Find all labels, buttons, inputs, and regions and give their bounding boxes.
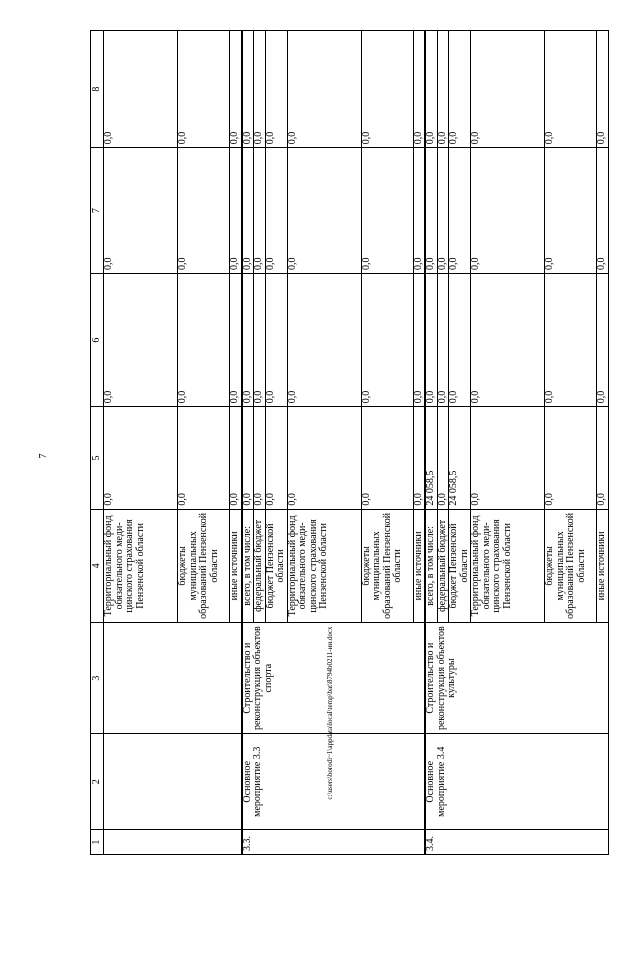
source-cell: федеральный бюджет [437,509,449,622]
value-col6: 0,0 [254,274,266,407]
measure-number-cell [104,830,242,855]
value-col6: 0,0 [361,274,413,407]
column-number: 8 [91,31,104,148]
source-cell: бюджеты муниципальных образований Пензенской области [545,509,597,622]
value-col7: 0,0 [449,148,471,274]
value-col8: 0,0 [361,31,413,148]
value-col7: 0,0 [104,148,178,274]
measure-name-cell: Основное мероприятие 3.3 [242,734,426,830]
file-path-footer: c:\users\borodi~1\appdata\local\temp\bat\8794b0211-ии.docx [326,626,334,800]
value-col5: 0,0 [545,407,597,509]
value-col7: 0,0 [471,148,545,274]
value-col5: 0,0 [230,407,242,509]
value-col8: 0,0 [413,31,425,148]
value-col8: 0,0 [545,31,597,148]
column-number: 2 [91,734,104,830]
measure-description-cell: Строительство и реконструкция объектов культуры [425,623,608,734]
value-col6: 0,0 [425,274,437,407]
value-col6: 0,0 [545,274,597,407]
value-col7: 0,0 [425,148,437,274]
value-col8: 0,0 [287,31,361,148]
value-col6: 0,0 [287,274,361,407]
value-col8: 0,0 [597,31,609,148]
value-col5: 0,0 [254,407,266,509]
source-cell: иные источники [230,509,242,622]
value-col8: 0,0 [178,31,230,148]
value-col8: 0,0 [242,31,254,148]
column-number: 7 [91,148,104,274]
value-col6: 0,0 [230,274,242,407]
value-col5: 0,0 [413,407,425,509]
source-cell: бюджеты муниципальных образований Пензенской области [178,509,230,622]
value-col5: 0,0 [287,407,361,509]
column-numbers-row [91,31,104,855]
value-col5: 24 058,5 [425,407,437,509]
source-cell: иные источники [413,509,425,622]
value-col6: 0,0 [437,274,449,407]
source-cell: всего, в том числе: [242,509,254,622]
column-number: 1 [91,830,104,855]
value-col7: 0,0 [178,148,230,274]
value-col5: 0,0 [178,407,230,509]
value-col6: 0,0 [178,274,230,407]
value-col5: 0,0 [437,407,449,509]
value-col5: 0,0 [265,407,287,509]
table-container [90,30,607,855]
rotated-sheet [90,30,607,855]
value-col5: 24 058,5 [449,407,471,509]
column-number: 4 [91,509,104,622]
value-col8: 0,0 [471,31,545,148]
value-col8: 0,0 [265,31,287,148]
value-col8: 0,0 [254,31,266,148]
measure-number-cell: 3.3. [242,830,426,855]
page-number: 7 [38,453,49,459]
value-col7: 0,0 [254,148,266,274]
table-row [242,31,254,855]
value-col6: 0,0 [449,274,471,407]
source-cell: федеральный бюджет [254,509,266,622]
value-col6: 0,0 [597,274,609,407]
value-col5: 0,0 [597,407,609,509]
value-col7: 0,0 [265,148,287,274]
value-col7: 0,0 [545,148,597,274]
value-col7: 0,0 [413,148,425,274]
value-col8: 0,0 [425,31,437,148]
value-col5: 0,0 [471,407,545,509]
value-col8: 0,0 [104,31,178,148]
source-cell: бюджет Пензенской области [449,509,471,622]
value-col5: 0,0 [361,407,413,509]
value-col5: 0,0 [104,407,178,509]
value-col7: 0,0 [437,148,449,274]
value-col7: 0,0 [287,148,361,274]
value-col8: 0,0 [449,31,471,148]
measure-name-cell: Основное мероприятие 3.4 [425,734,608,830]
source-cell: Территориальный фонд обязательного меди-цинского страхования Пензенской области [471,509,545,622]
column-number: 5 [91,407,104,509]
source-cell: иные источники [597,509,609,622]
measure-description-cell [104,623,242,734]
value-col5: 0,0 [242,407,254,509]
value-col8: 0,0 [230,31,242,148]
value-col7: 0,0 [242,148,254,274]
source-cell: Территориальный фонд обязательного меди-цинского страхования Пензенской области [287,509,361,622]
value-col8: 0,0 [437,31,449,148]
source-cell: Территориальный фонд обязательного меди-цинского страхования Пензенской области [104,509,178,622]
source-cell: бюджеты муниципальных образований Пензенской области [361,509,413,622]
funding-table [90,30,609,855]
value-col6: 0,0 [242,274,254,407]
value-col6: 0,0 [413,274,425,407]
value-col6: 0,0 [471,274,545,407]
table-row [425,31,437,855]
measure-description-cell: Строительство и реконструкция объектов спорта [242,623,426,734]
value-col6: 0,0 [265,274,287,407]
source-cell: бюджет Пензенской области [265,509,287,622]
column-number: 6 [91,274,104,407]
table-row [104,31,178,855]
value-col7: 0,0 [230,148,242,274]
source-cell: всего, в том числе: [425,509,437,622]
value-col7: 0,0 [361,148,413,274]
measure-number-cell: 3.4. [425,830,608,855]
value-col6: 0,0 [104,274,178,407]
value-col7: 0,0 [597,148,609,274]
measure-name-cell [104,734,242,830]
column-number: 3 [91,623,104,734]
